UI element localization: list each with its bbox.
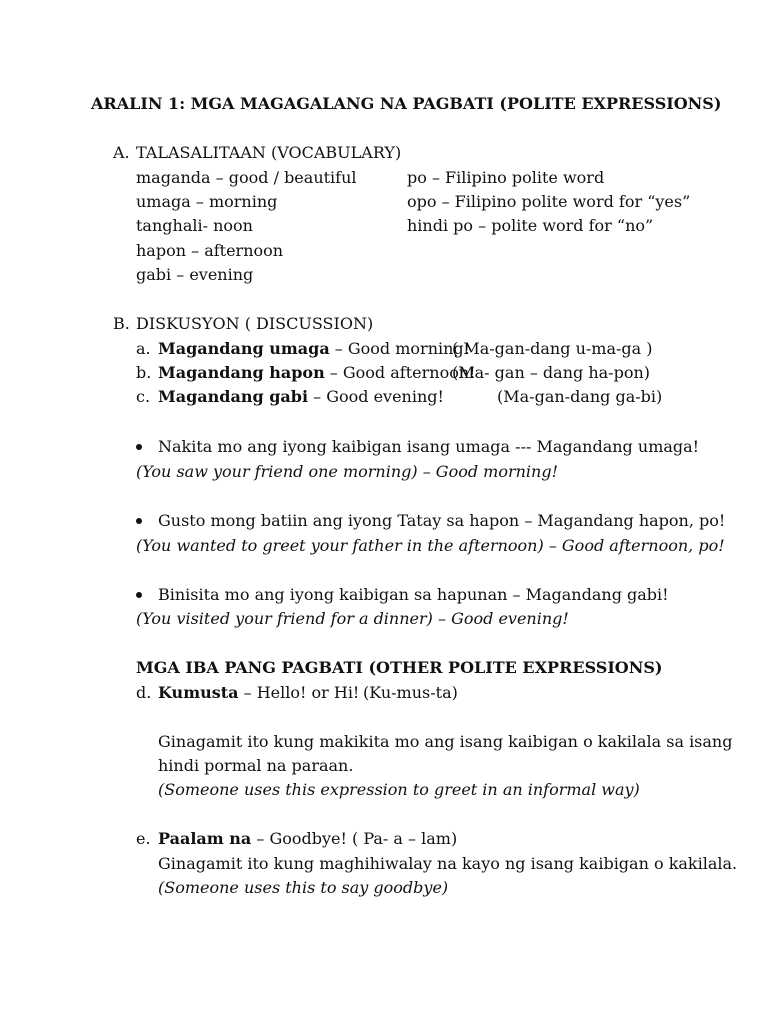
vocab-left-item: tanghali- noon (136, 216, 253, 235)
greeting-meaning: – Good morning! (329, 339, 471, 358)
bullet-text: Binisita mo ang iyong kaibigan sa hapunan – Magandang gabi! (158, 585, 669, 604)
expression-meaning: – Goodbye! ( Pa- a – lam) (251, 829, 458, 848)
vocab-right-item: po – Filipino polite word (407, 168, 605, 187)
vocab-right-item: opo – Filipino polite word for “yes” (407, 192, 691, 211)
other-heading: MGA IBA PANG PAGBATI (OTHER POLITE EXPRESSIONS) (136, 658, 663, 677)
vocab-left-item: gabi – evening (136, 265, 254, 284)
section-b-marker: B. (113, 314, 130, 333)
expression-marker: e. (136, 829, 151, 848)
greeting-pronunciation: (Ma- gan – dang ha-pon) (452, 363, 650, 382)
greeting-term: Magandang umaga (158, 339, 330, 358)
greeting-term: Magandang gabi (158, 387, 309, 406)
vocab-left-item: umaga – morning (136, 192, 278, 211)
bullet-icon (136, 592, 142, 598)
greeting-item (158, 387, 444, 407)
greeting-item (158, 363, 476, 383)
bullet-translation: (You wanted to greet your father in the afternoon) – Good afternoon, po! (136, 536, 725, 555)
expression-marker: d. (136, 683, 152, 702)
expression-meaning: – Hello! or Hi! (238, 683, 360, 702)
greeting-pronunciation: ( Ma-gan-dang u-ma-ga ) (452, 339, 653, 358)
expression-description: Ginagamit ito kung maghihiwalay na kayo ng isang kaibigan o kakilala. (158, 854, 738, 873)
expression-item (158, 683, 359, 703)
bullet-text: Nakita mo ang iyong kaibigan isang umaga --- Magandang umaga! (158, 437, 700, 456)
section-a-marker: A. (113, 143, 130, 162)
greeting-item (158, 339, 470, 359)
greeting-meaning: – Good afternoon! (324, 363, 476, 382)
vocab-left-item: maganda – good / beautiful (136, 168, 357, 187)
vocab-right-item: hindi po – polite word for “no” (407, 216, 654, 235)
greeting-pronunciation: (Ma-gan-dang ga-bi) (497, 387, 663, 406)
expression-pronunciation: (Ku-mus-ta) (363, 683, 458, 702)
expression-translation: (Someone uses this expression to greet in an informal way) (158, 780, 640, 799)
expression-item (158, 829, 457, 849)
expression-translation: (Someone uses this to say goodbye) (158, 878, 449, 897)
greeting-marker: c. (136, 387, 151, 406)
expression-description: Ginagamit ito kung makikita mo ang isang kaibigan o kakilala sa isang (158, 732, 733, 751)
expression-term: Kumusta (158, 683, 239, 702)
greeting-term: Magandang hapon (158, 363, 325, 382)
expression-description: hindi pormal na paraan. (158, 756, 354, 775)
bullet-icon (136, 444, 142, 450)
bullet-text: Gusto mong batiin ang iyong Tatay sa hapon – Magandang hapon, po! (158, 511, 726, 530)
greeting-marker: a. (136, 339, 151, 358)
greeting-meaning: – Good evening! (308, 387, 444, 406)
expression-term: Paalam na (158, 829, 252, 848)
section-b-heading: DISKUSYON ( DISCUSSION) (136, 314, 374, 333)
bullet-icon (136, 518, 142, 524)
page-title: ARALIN 1: MGA MAGAGALANG NA PAGBATI (POLITE EXPRESSIONS) (91, 94, 722, 113)
bullet-translation: (You visited your friend for a dinner) – Good evening! (136, 609, 569, 628)
section-a-heading: TALASALITAAN (VOCABULARY) (136, 143, 402, 162)
bullet-translation: (You saw your friend one morning) – Good morning! (136, 462, 559, 481)
greeting-marker: b. (136, 363, 152, 382)
vocab-left-item: hapon – afternoon (136, 241, 284, 260)
